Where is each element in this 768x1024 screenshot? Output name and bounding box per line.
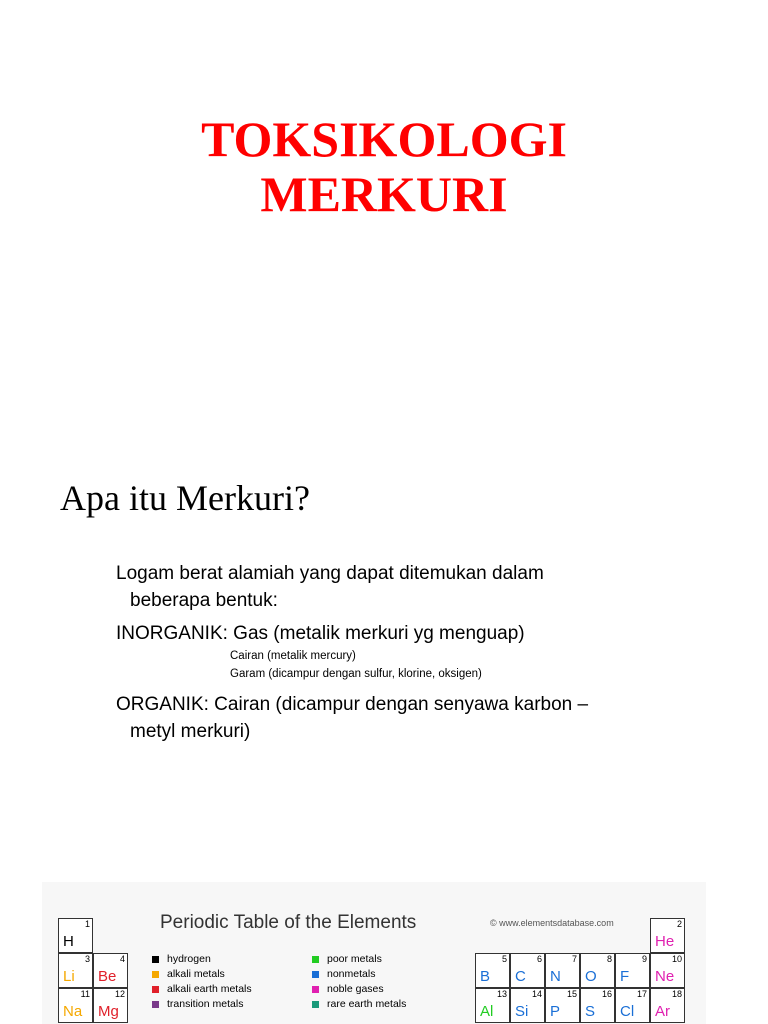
periodic-table-image [42, 882, 706, 1024]
legend-label: nonmetals [327, 968, 376, 980]
slide-title [0, 112, 768, 222]
legend-label: transition metals [167, 998, 244, 1010]
atomic-number: 11 [80, 989, 90, 999]
element-symbol: F [620, 968, 630, 985]
legend-swatch [152, 956, 159, 963]
element-cell [58, 953, 93, 988]
element-symbol: S [585, 1003, 596, 1020]
atomic-number: 18 [671, 989, 682, 999]
legend-item [152, 967, 252, 982]
element-symbol: Mg [98, 1003, 119, 1020]
element-symbol: P [550, 1003, 561, 1020]
element-cell [58, 918, 93, 953]
legend-left [152, 952, 252, 1012]
legend-item [152, 997, 252, 1012]
element-symbol: Al [480, 1003, 494, 1020]
legend-item [152, 952, 252, 967]
element-cell [510, 953, 545, 988]
element-symbol: H [63, 933, 74, 950]
element-symbol: B [480, 968, 491, 985]
element-cell [475, 988, 510, 1023]
element-symbol: N [550, 968, 561, 985]
paragraph-logam-line-2: beberapa bentuk: [130, 590, 278, 611]
element-symbol: Na [63, 1003, 83, 1020]
element-symbol: C [515, 968, 526, 985]
legend-item [312, 997, 406, 1012]
atomic-number: 5 [501, 954, 507, 964]
element-symbol: He [655, 933, 675, 950]
element-cell [615, 988, 650, 1023]
element-cell [580, 953, 615, 988]
legend-swatch [152, 1001, 159, 1008]
periodic-table-source: © www.elementsdatabase.com [490, 918, 614, 928]
title-line-2: MERKURI [260, 166, 508, 222]
element-cell [580, 988, 615, 1023]
legend-swatch [152, 971, 159, 978]
atomic-number: 10 [671, 954, 682, 964]
legend-swatch [152, 986, 159, 993]
paragraph-inorganik: INORGANIK: Gas (metalik merkuri yg menguap) [116, 623, 525, 644]
element-symbol: Ar [655, 1003, 670, 1020]
element-symbol: Ne [655, 968, 675, 985]
legend-label: hydrogen [167, 953, 211, 965]
element-cell [58, 988, 93, 1023]
periodic-table-title: Periodic Table of the Elements [160, 912, 417, 933]
atomic-number: 15 [566, 989, 577, 999]
paragraph-logam-line-1: Logam berat alamiah yang dapat ditemukan dalam [116, 563, 544, 584]
legend-item [312, 967, 406, 982]
element-symbol: Si [515, 1003, 529, 1020]
element-cell [650, 918, 685, 953]
title-line-1: TOKSIKOLOGI [201, 111, 567, 167]
slide-heading: Apa itu Merkuri? [60, 478, 310, 518]
element-cell [615, 953, 650, 988]
paragraph-organik [116, 691, 656, 745]
legend-item [312, 952, 406, 967]
legend-swatch [312, 971, 319, 978]
element-cell [93, 953, 128, 988]
paragraph-logam [116, 560, 656, 614]
legend-swatch [312, 986, 319, 993]
atomic-number: 7 [571, 954, 577, 964]
atomic-number: 9 [641, 954, 647, 964]
atomic-number: 13 [496, 989, 507, 999]
atomic-number: 3 [84, 954, 90, 964]
element-cell [650, 988, 685, 1023]
element-cell [545, 988, 580, 1023]
atomic-number: 12 [114, 989, 125, 999]
element-cell [475, 953, 510, 988]
element-symbol: Cl [620, 1003, 635, 1020]
atomic-number: 2 [676, 919, 682, 929]
legend-swatch [312, 956, 319, 963]
legend-label: alkali earth metals [167, 983, 252, 995]
atomic-number: 17 [636, 989, 647, 999]
legend-label: noble gases [327, 983, 384, 995]
atomic-number: 14 [531, 989, 542, 999]
element-cell [93, 988, 128, 1023]
element-cell [510, 988, 545, 1023]
paragraph-organik-line-1: ORGANIK: Cairan (dicampur dengan senyawa karbon – [116, 694, 589, 715]
atomic-number: 1 [84, 919, 90, 929]
atomic-number: 6 [536, 954, 542, 964]
body-text [116, 560, 656, 745]
element-symbol: Be [98, 968, 117, 985]
legend-label: rare earth metals [327, 998, 407, 1010]
sub-item-garam: Garam (dicampur dengan sulfur, klorine, oksigen) [230, 668, 482, 680]
atomic-number: 4 [119, 954, 125, 964]
atomic-number: 8 [606, 954, 612, 964]
legend-label: poor metals [327, 953, 382, 965]
element-symbol: O [585, 968, 597, 985]
element-cell [545, 953, 580, 988]
element-symbol: Li [63, 968, 75, 985]
legend-label: alkali metals [167, 968, 225, 980]
atomic-number: 16 [601, 989, 612, 999]
legend-swatch [312, 1001, 319, 1008]
legend-item [152, 982, 252, 997]
element-cell [650, 953, 685, 988]
legend-item [312, 982, 406, 997]
paragraph-organik-line-2: metyl merkuri) [130, 721, 251, 742]
sub-item-cairan: Cairan (metalik mercury) [230, 650, 356, 662]
legend-right [312, 952, 406, 1012]
